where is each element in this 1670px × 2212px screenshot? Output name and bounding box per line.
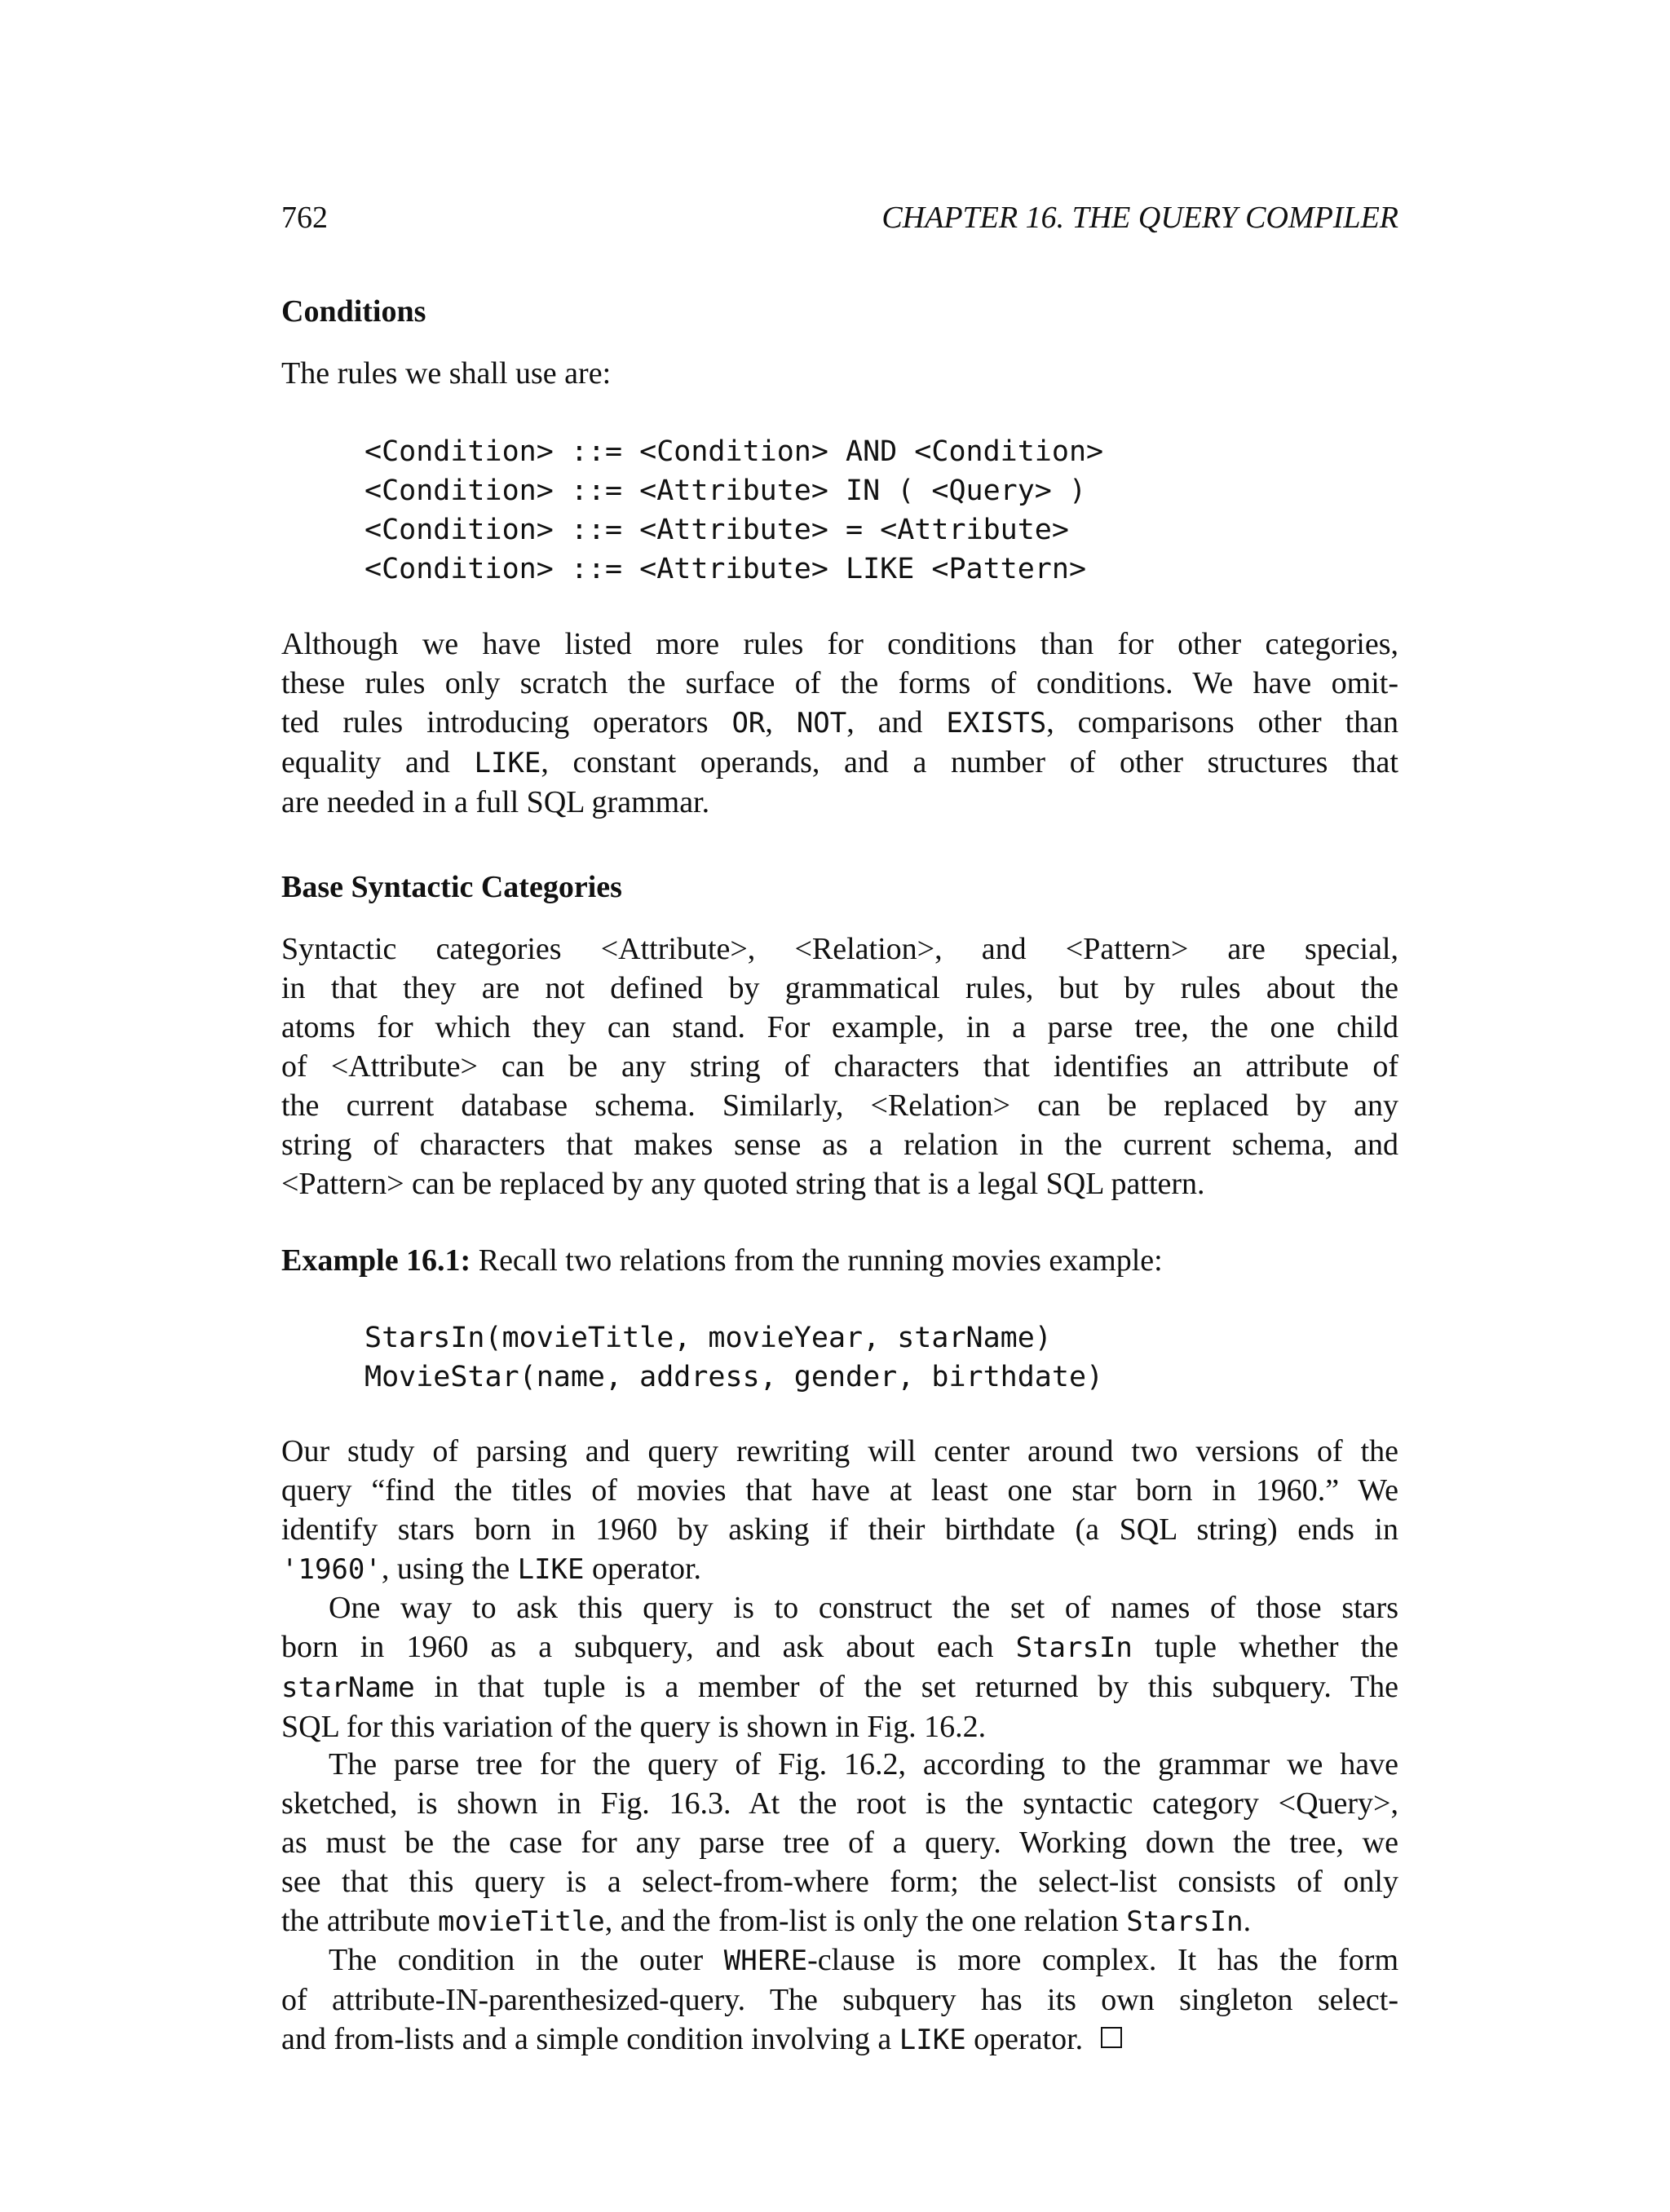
text-line: The condition in the outer WHERE-clause is more complex. It has the form	[329, 1943, 1398, 1977]
condition-rules	[364, 432, 1103, 589]
condition-rule: <Condition> ::= <Attribute> = <Attribute>	[364, 514, 1069, 546]
example-paragraph-2	[281, 1588, 1398, 1746]
example-paragraph-3	[281, 1745, 1398, 1941]
text-line: and from-lists and a simple condition involving a LIKE operator.	[281, 2020, 1398, 2060]
base-categories-paragraph	[281, 929, 1398, 1203]
text-line: '1960', using the LIKE operator.	[281, 1552, 702, 1586]
conditions-paragraph	[281, 625, 1398, 822]
text-line: Our study of parsing and query rewriting will center around two versions of the	[281, 1434, 1398, 1468]
example-intro-text: Recall two relations from the running movies example:	[471, 1243, 1163, 1278]
text-line: starName in that tuple is a member of the set returned by this subquery. The	[281, 1670, 1398, 1704]
example-intro	[281, 1241, 1398, 1280]
text-line: identify stars born in 1960 by asking if their birthdate (a SQL string) ends in	[281, 1512, 1398, 1547]
page-number: 762	[281, 201, 328, 235]
relation-schemas	[364, 1318, 1103, 1397]
relation-schema: StarsIn(movieTitle, movieYear, starName)	[364, 1322, 1052, 1354]
text-line: One way to ask this query is to construct the set of names of those stars	[329, 1591, 1398, 1625]
text-line: born in 1960 as a subquery, and ask about each StarsIn tuple whether the	[281, 1630, 1398, 1664]
conditions-intro	[281, 354, 1398, 393]
condition-rule: <Condition> ::= <Condition> AND <Condition>	[364, 435, 1104, 468]
conditions-intro-text: The rules we shall use are:	[281, 356, 612, 391]
example-paragraph-4	[281, 1940, 1398, 2060]
text-line: atoms for which they can stand. For example, in a parse tree, the one child	[281, 1010, 1398, 1044]
end-of-example-box-icon	[1101, 2027, 1122, 2048]
text-line: SQL for this variation of the query is shown in Fig. 16.2.	[281, 1710, 987, 1744]
running-head	[281, 200, 1398, 241]
relation-schema: MovieStar(name, address, gender, birthdate)	[364, 1361, 1104, 1393]
text-line: are needed in a full SQL grammar.	[281, 785, 710, 819]
text-line: Syntactic categories <Attribute>, <Relation>, and <Pattern> are special,	[281, 932, 1398, 966]
text-line: the attribute movieTitle, and the from-list is only the one relation StarsIn.	[281, 1904, 1252, 1938]
text-line: as must be the case for any parse tree of a query. Working down the tree, we	[281, 1826, 1398, 1860]
text-line: The parse tree for the query of Fig. 16.2, according to the grammar we have	[329, 1747, 1398, 1782]
text-line: in that they are not defined by grammatical rules, but by rules about the	[281, 971, 1398, 1005]
condition-rule: <Condition> ::= <Attribute> IN ( <Query> )	[364, 475, 1087, 507]
section-heading-conditions: Conditions	[281, 294, 426, 329]
example-paragraph-1	[281, 1432, 1398, 1589]
text-line: query “find the titles of movies that have at least one star born in 1960.” We	[281, 1473, 1398, 1508]
example-label: Example 16.1:	[281, 1243, 471, 1278]
text-line: of attribute-IN-parenthesized-query. The subquery has its own singleton select-	[281, 1983, 1398, 2017]
text-line: these rules only scratch the surface of the forms of conditions. We have omit-	[281, 666, 1398, 700]
section-heading-base-categories: Base Syntactic Categories	[281, 870, 622, 904]
text-line: equality and LIKE, constant operands, and a number of other structures that	[281, 745, 1398, 779]
text-line: of <Attribute> can be any string of characters that identifies an attribute of	[281, 1049, 1398, 1084]
text-line: sketched, is shown in Fig. 16.3. At the root is the syntactic category <Query>,	[281, 1786, 1398, 1821]
text-line: ted rules introducing operators OR, NOT, and EXISTS, comparisons other than	[281, 705, 1399, 740]
text-line: string of characters that makes sense as a relation in the current schema, and	[281, 1128, 1398, 1162]
text-line: the current database schema. Similarly, <Relation> can be replaced by any	[281, 1088, 1398, 1123]
condition-rule: <Condition> ::= <Attribute> LIKE <Pattern>	[364, 553, 1087, 585]
text-line: <Pattern> can be replaced by any quoted string that is a legal SQL pattern.	[281, 1167, 1205, 1201]
chapter-title: CHAPTER 16. THE QUERY COMPILER	[881, 201, 1398, 235]
text-line: see that this query is a select-from-where form; the select-list consists of only	[281, 1865, 1398, 1899]
text-line: Although we have listed more rules for conditions than for other categories,	[281, 627, 1398, 661]
